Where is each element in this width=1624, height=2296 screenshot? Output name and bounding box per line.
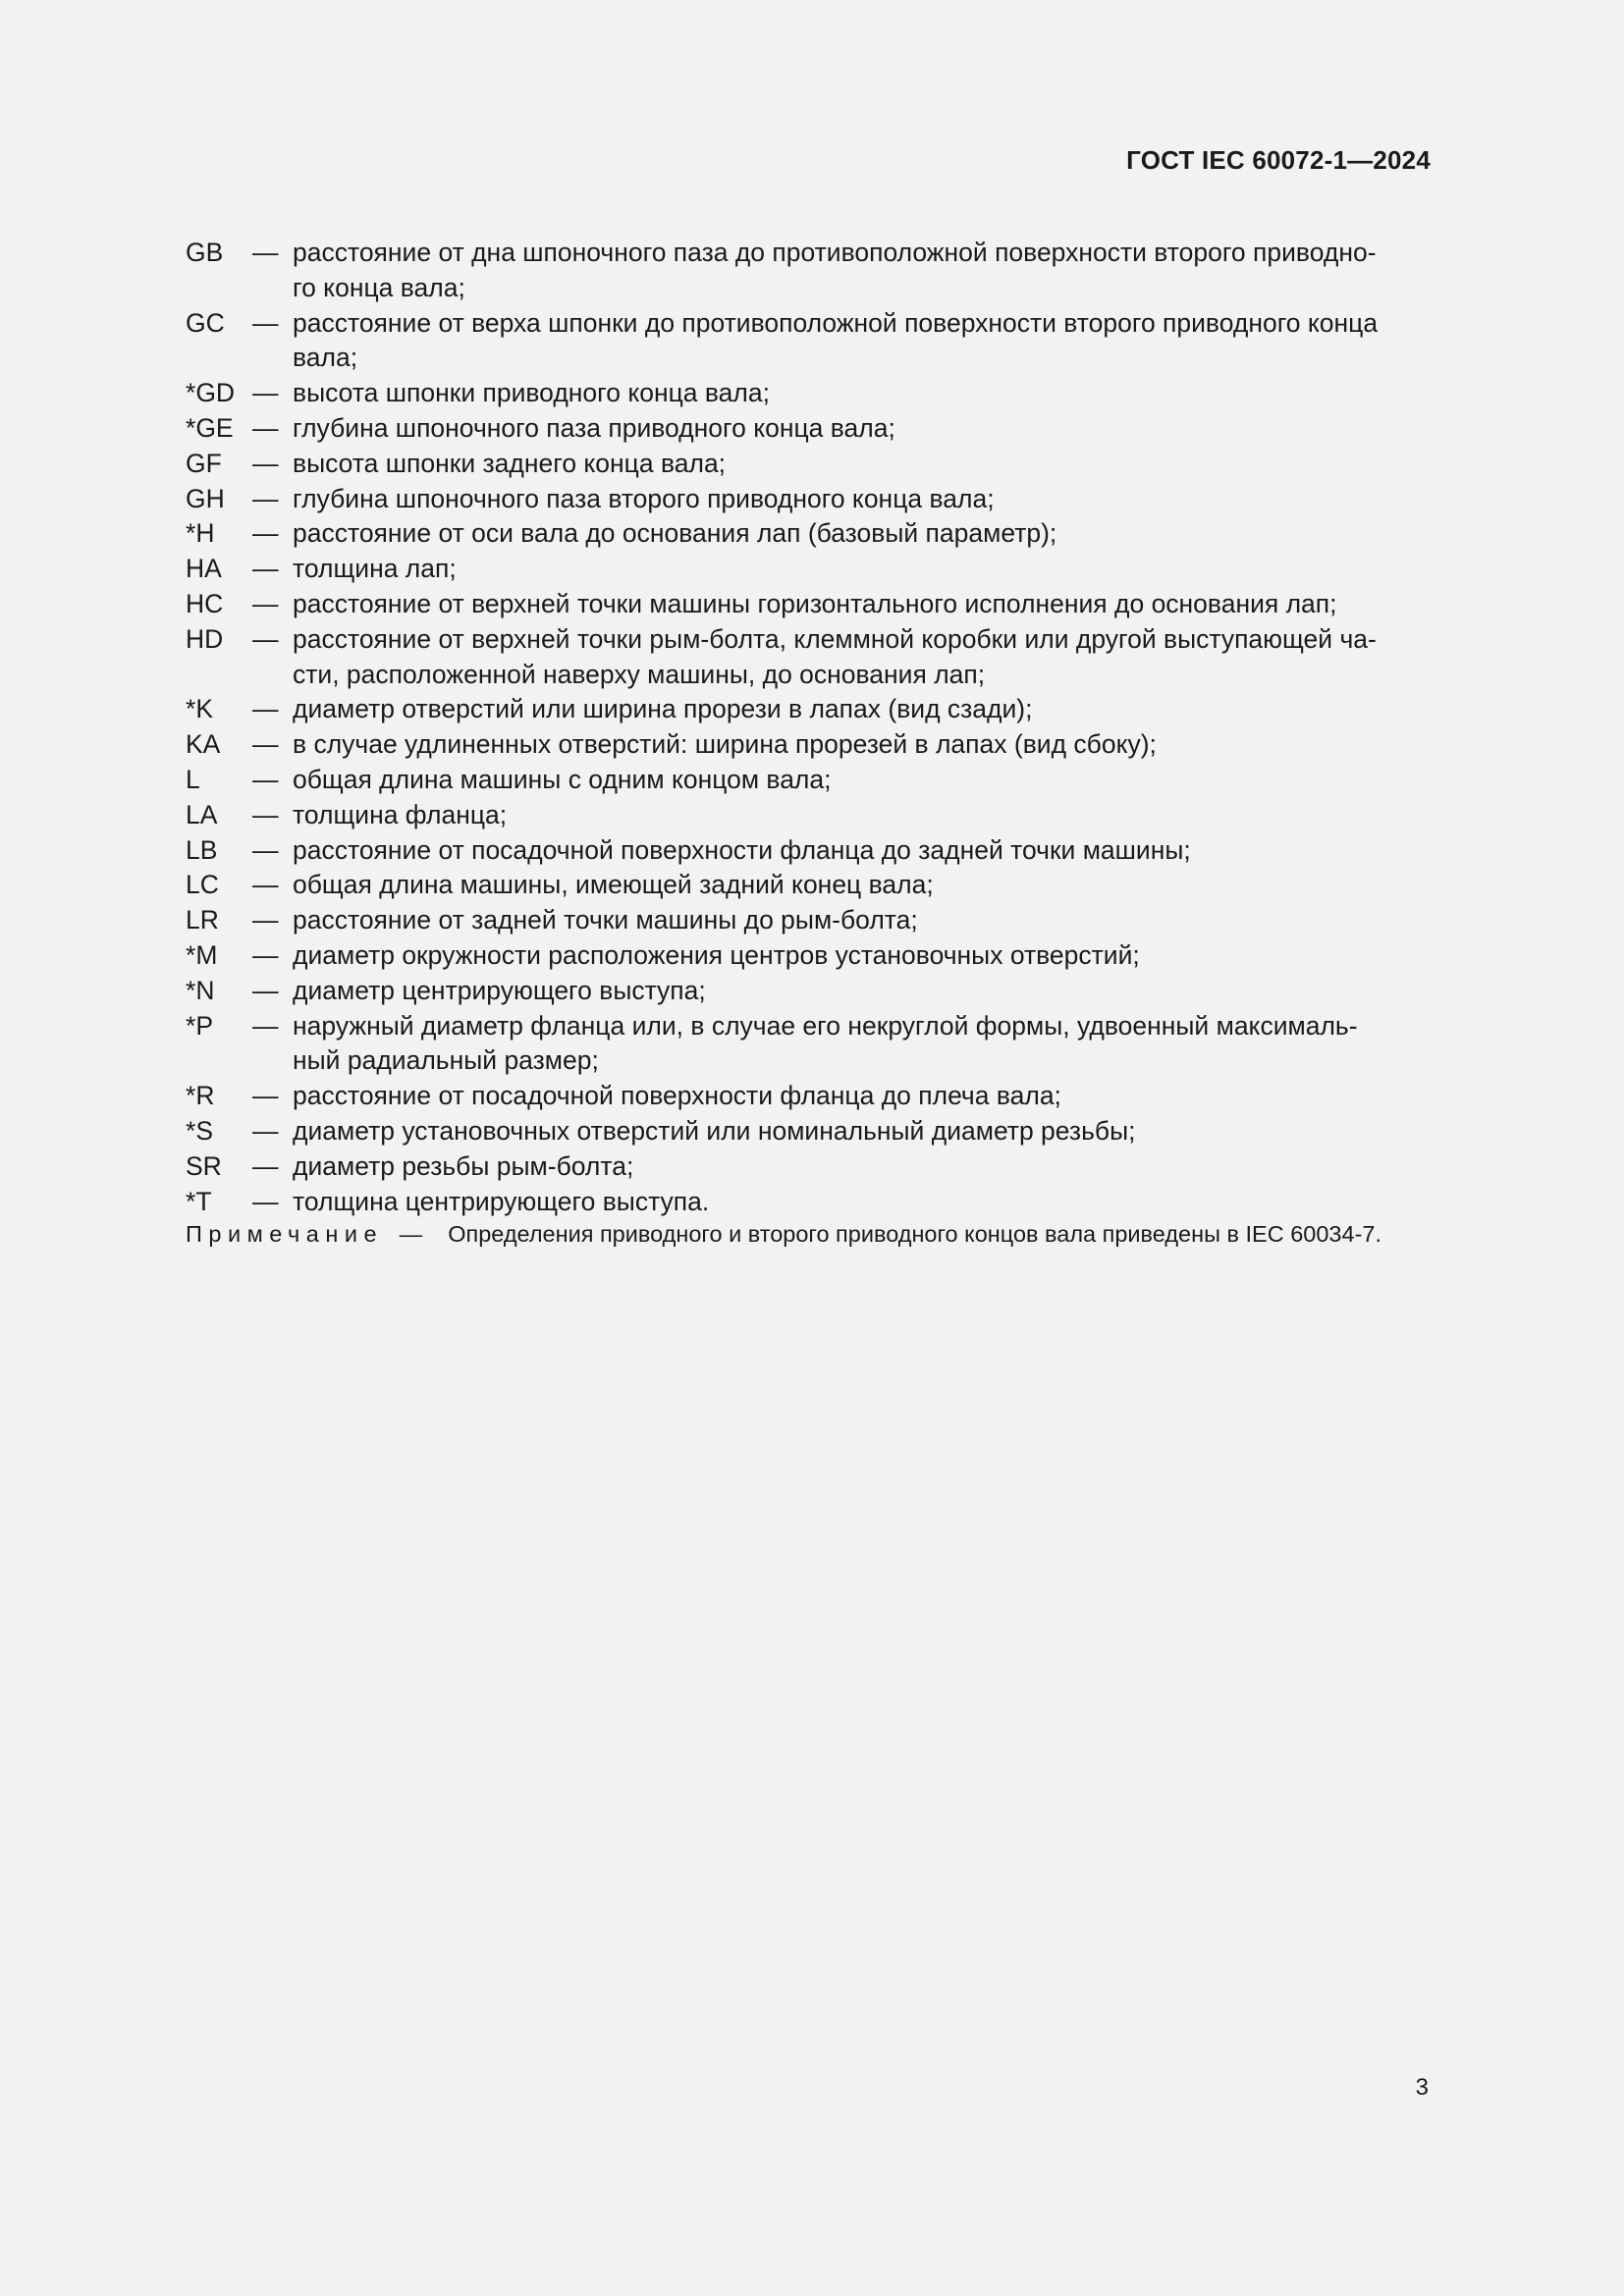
definition-row	[186, 1114, 1431, 1149]
definition-text: расстояние от посадочной поверхности фланца до плеча вала;	[293, 1081, 1061, 1111]
definition-symbol: *H	[186, 518, 215, 549]
definition-text: общая длина машины, имеющей задний конец вала;	[293, 870, 934, 900]
definition-symbol: *R	[186, 1081, 215, 1111]
definition-text: диаметр отверстий или ширина прорези в лапах (вид сзади);	[293, 694, 1033, 724]
definition-text: наружный диаметр фланца или, в случае его некруглой формы, удвоенный максималь- ный радиальный размер;	[293, 1010, 1358, 1076]
definition-symbol: HC	[186, 588, 224, 618]
definition-symbol: LA	[186, 799, 218, 829]
definition-symbol: SR	[186, 1150, 222, 1181]
definition-symbol: *N	[186, 975, 215, 1005]
definition-dash: —	[252, 588, 279, 618]
definition-row	[186, 587, 1431, 622]
definition-dash: —	[252, 1186, 279, 1216]
definition-text: диаметр установочных отверстий или номинальный диаметр резьбы;	[293, 1115, 1136, 1146]
definition-text: диаметр резьбы рым-болта;	[293, 1150, 634, 1181]
definition-text: расстояние от оси вала до основания лап (базовый параметр);	[293, 518, 1057, 549]
definition-text: в случае удлиненных отверстий: ширина прорезей в лапах (вид сбоку);	[293, 729, 1157, 760]
definition-text: глубина шпоночного паза второго приводного конца вала;	[293, 483, 995, 513]
definition-symbol: HA	[186, 554, 222, 584]
definition-row	[186, 727, 1431, 763]
definition-dash: —	[252, 1115, 279, 1146]
definition-symbol: *GE	[186, 412, 234, 443]
definition-dash: —	[252, 799, 279, 829]
definition-dash: —	[252, 905, 279, 935]
page-number: 3	[1415, 2074, 1429, 2101]
definitions-list	[186, 236, 1431, 1219]
definition-symbol: GH	[186, 483, 225, 513]
definition-dash: —	[252, 834, 279, 865]
definition-row	[186, 1185, 1431, 1220]
definition-text: высота шпонки заднего конца вала;	[293, 448, 727, 478]
definition-dash: —	[252, 764, 279, 794]
definition-text: диаметр центрирующего выступа;	[293, 975, 706, 1005]
definition-row	[186, 622, 1431, 693]
definition-symbol: *S	[186, 1115, 213, 1146]
note-label: Примечание	[186, 1221, 384, 1247]
definition-row	[186, 482, 1431, 517]
definition-row	[186, 798, 1431, 833]
definition-symbol: LB	[186, 834, 218, 865]
definition-symbol: *P	[186, 1010, 213, 1041]
definition-row	[186, 868, 1431, 903]
definition-dash: —	[252, 623, 279, 654]
definition-dash: —	[252, 238, 279, 267]
definition-symbol: *M	[186, 939, 218, 970]
definition-row	[186, 306, 1431, 377]
definition-row	[186, 1149, 1431, 1185]
definition-symbol: GB	[186, 238, 224, 267]
definition-text: расстояние от верхней точки машины горизонтального исполнения до основания лап;	[293, 588, 1337, 618]
definition-row	[186, 833, 1431, 869]
definition-dash: —	[252, 412, 279, 443]
definition-row	[186, 763, 1431, 798]
definition-text: общая длина машины с одним концом вала;	[293, 764, 832, 794]
definition-dash: —	[252, 554, 279, 584]
definition-symbol: *GD	[186, 378, 236, 408]
definition-dash: —	[252, 307, 279, 338]
definition-dash: —	[252, 1010, 279, 1041]
definition-dash: —	[252, 729, 279, 760]
definition-text: толщина фланца;	[293, 799, 508, 829]
definition-symbol: LR	[186, 905, 219, 935]
definition-row	[186, 236, 1431, 306]
definition-symbol: GF	[186, 448, 222, 478]
definition-dash: —	[252, 939, 279, 970]
definition-dash: —	[252, 448, 279, 478]
definition-text: расстояние от задней точки машины до рым-болта;	[293, 905, 918, 935]
definition-row	[186, 1079, 1431, 1114]
definition-dash: —	[252, 870, 279, 900]
definition-symbol: *K	[186, 694, 213, 724]
definition-text: расстояние от верхней точки рым-болта, клеммной коробки или другой выступающей ча- сти, расположенной наверху машины, до основания лап;	[293, 623, 1377, 689]
definition-row	[186, 938, 1431, 974]
note	[186, 1219, 1431, 1249]
definition-dash: —	[252, 694, 279, 724]
definition-symbol: HD	[186, 623, 224, 654]
definition-dash: —	[252, 975, 279, 1005]
definition-text: высота шпонки приводного конца вала;	[293, 378, 770, 408]
definition-row	[186, 376, 1431, 411]
definition-symbol: L	[186, 764, 200, 794]
definition-row	[186, 692, 1431, 727]
definition-text: глубина шпоночного паза приводного конца вала;	[293, 412, 895, 443]
definition-row	[186, 516, 1431, 552]
definition-symbol: KA	[186, 729, 221, 760]
note-dash: —	[399, 1221, 423, 1247]
definition-row	[186, 1009, 1431, 1080]
definition-text: расстояние от посадочной поверхности фланца до задней точки машины;	[293, 834, 1191, 865]
definition-symbol: *T	[186, 1186, 212, 1216]
definition-symbol: GC	[186, 307, 225, 338]
definition-text: диаметр окружности расположения центров установочных отверстий;	[293, 939, 1140, 970]
definition-row	[186, 903, 1431, 938]
definition-text: расстояние от верха шпонки до противоположной поверхности второго приводного конца вала;	[293, 307, 1379, 373]
definition-row	[186, 411, 1431, 447]
definition-row	[186, 974, 1431, 1009]
definition-symbol: LC	[186, 870, 219, 900]
definition-dash: —	[252, 518, 279, 549]
definition-text: толщина центрирующего выступа.	[293, 1186, 710, 1216]
document-header: ГОСТ IEC 60072-1—2024	[1126, 145, 1431, 175]
definition-dash: —	[252, 1081, 279, 1111]
definition-text: расстояние от дна шпоночного паза до противоположной поверхности второго приводно- го конца вала;	[293, 238, 1377, 302]
definition-dash: —	[252, 483, 279, 513]
definition-text: толщина лап;	[293, 554, 457, 584]
definition-dash: —	[252, 378, 279, 408]
definition-dash: —	[252, 1150, 279, 1181]
definition-row	[186, 552, 1431, 587]
definition-row	[186, 447, 1431, 482]
note-text: Определения приводного и второго приводного концов вала приведены в IEC 60034-7.	[448, 1221, 1381, 1247]
